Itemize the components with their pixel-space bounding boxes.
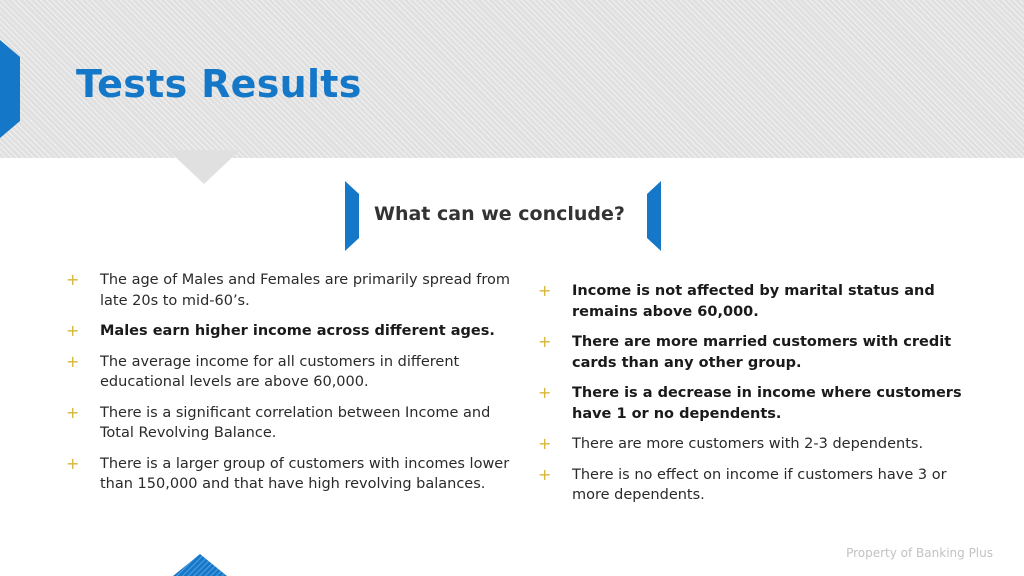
bullet-icon: + bbox=[538, 383, 552, 402]
left-accent-shape bbox=[0, 40, 20, 138]
list-item-text: There is no effect on income if customers have 3 or more dependents. bbox=[572, 466, 947, 503]
list-item bbox=[66, 454, 511, 495]
bullet-icon: + bbox=[538, 281, 552, 300]
list-item bbox=[538, 434, 983, 455]
list-item bbox=[66, 352, 511, 393]
list-item-text: The average income for all customers in different educational levels are above 60,000. bbox=[100, 353, 460, 390]
subtitle-accent-left bbox=[343, 181, 359, 251]
list-item-text: Males earn higher income across different ages. bbox=[100, 323, 495, 339]
list-item bbox=[66, 270, 511, 311]
list-item bbox=[538, 383, 983, 424]
bullet-icon: + bbox=[538, 434, 552, 453]
list-item bbox=[538, 332, 983, 373]
footer-property-text: Property of Banking Plus bbox=[846, 546, 993, 560]
bullet-icon: + bbox=[66, 321, 80, 340]
right-findings-list bbox=[538, 281, 983, 516]
list-item bbox=[538, 465, 983, 506]
bullet-icon: + bbox=[66, 453, 80, 473]
left-findings-list bbox=[66, 270, 511, 505]
slide-title: Tests Results bbox=[76, 62, 362, 106]
bullet-icon: + bbox=[66, 402, 80, 422]
list-item bbox=[66, 321, 511, 342]
bullet-icon: + bbox=[538, 332, 552, 351]
list-item-text: There is a larger group of customers with incomes lower than 150,000 and that have high revolving balances. bbox=[100, 455, 510, 492]
list-item-text: There is a significant correlation between Income and Total Revolving Balance. bbox=[100, 404, 491, 441]
subtitle-accent-right bbox=[647, 181, 663, 251]
bottom-accent-shape bbox=[155, 546, 245, 576]
list-item bbox=[66, 403, 511, 444]
bullet-icon: + bbox=[538, 464, 552, 484]
list-item-text: The age of Males and Females are primarily spread from late 20s to mid-60’s. bbox=[100, 272, 511, 309]
header-notch bbox=[168, 150, 240, 184]
bullet-icon: + bbox=[66, 270, 80, 289]
list-item-text: Income is not affected by marital status and remains above 60,000. bbox=[572, 283, 935, 320]
bullet-icon: + bbox=[66, 351, 80, 371]
list-item bbox=[538, 281, 983, 322]
list-item-text: There are more married customers with credit cards than any other group. bbox=[572, 334, 952, 371]
subtitle: What can we conclude? bbox=[374, 203, 625, 225]
list-item-text: There is a decrease in income where customers have 1 or no dependents. bbox=[572, 385, 962, 422]
list-item-text: There are more customers with 2-3 dependents. bbox=[572, 436, 924, 452]
